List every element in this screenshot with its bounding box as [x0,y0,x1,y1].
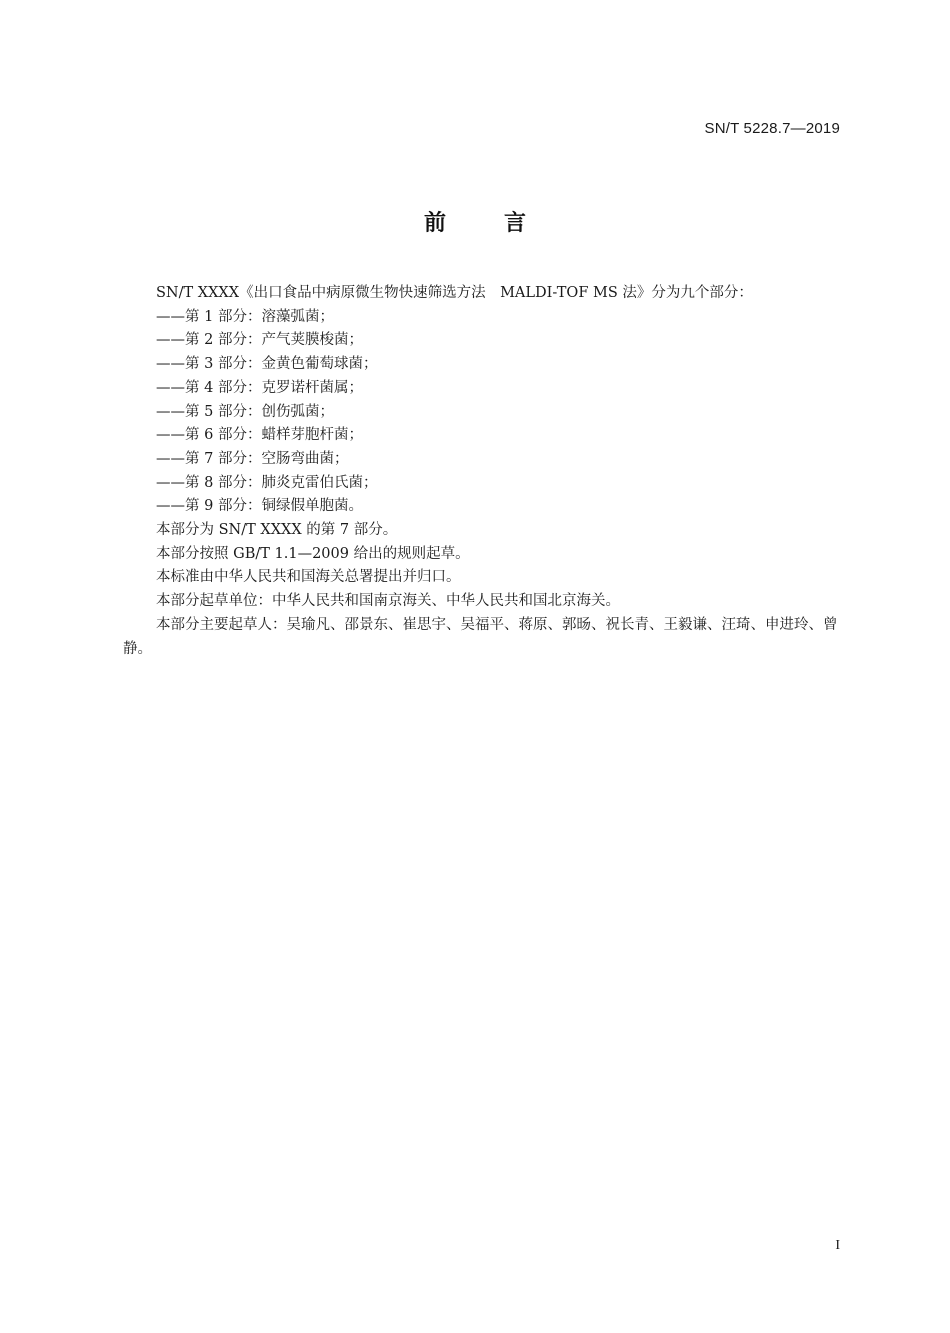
drafters-statement: 本部分主要起草人：吴瑜凡、邵景东、崔思宇、吴福平、蒋原、郭旸、祝长青、王毅谦、汪琦、申进玲、曾静。 [123,616,838,657]
part-of-statement: 本部分为 SN/T XXXX 的第 7 部分。 [156,522,398,539]
page-number: I [835,1238,840,1253]
standard-number: SN/T 5228.7—2019 [704,120,840,137]
drafting-rules-statement: 本部分按照 GB/T 1.1—2009 给出的规则起草。 [156,545,470,562]
list-item: ——第 8 部分：肺炎克雷伯氏菌； [156,474,378,491]
list-item: ——第 4 部分：克罗诺杆菌属； [156,379,363,396]
drafting-units-statement: 本部分起草单位：中华人民共和国南京海关、中华人民共和国北京海关。 [156,593,620,610]
list-item: ——第 2 部分：产气荚膜梭菌； [156,332,363,349]
list-item: ——第 1 部分：溶藻弧菌； [156,308,334,325]
list-item: ——第 7 部分：空肠弯曲菌； [156,450,349,467]
list-item: ——第 6 部分：蜡样芽胞杆菌； [156,427,363,444]
page-title: 前言 [423,211,584,236]
list-item: ——第 9 部分：铜绿假单胞菌。 [156,498,363,515]
intro-paragraph: SN/T XXXX《出口食品中病原微生物快速筛选方法 MALDI-TOF MS 法》分为九个部分： [156,285,753,301]
list-item: ——第 5 部分：创伤弧菌； [156,403,334,420]
list-item: ——第 3 部分：金黄色葡萄球菌； [156,356,378,373]
proposed-by-statement: 本标准由中华人民共和国海关总署提出并归口。 [156,569,461,586]
foreword-body [123,282,843,661]
